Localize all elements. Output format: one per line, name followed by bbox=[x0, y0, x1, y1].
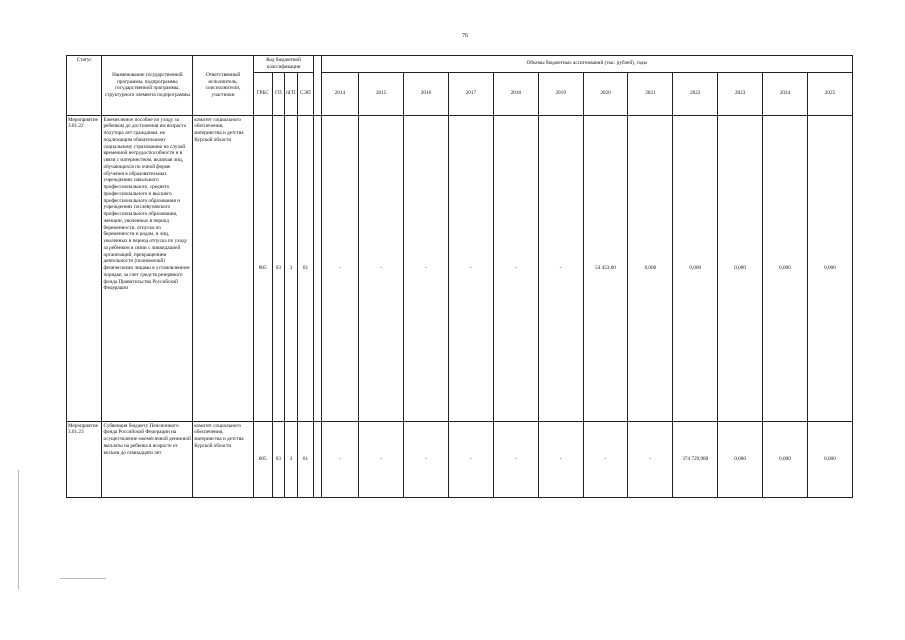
header-year: 2019 bbox=[538, 72, 583, 115]
row-value: - bbox=[404, 115, 449, 421]
header-code-col: СЭП bbox=[297, 72, 314, 115]
row-name: Ежемесячное пособие по уходу за ребенком до достижения им возраста полутора лет гражданам, не подлежащим обязательному социальному страхованию на случай временной нетрудоспособности и в связи с материнством, включая лиц, обучающихся по очной форме обучения в образовательных учреждениях начального профессионального, среднего профессионального и высшего профессионального образования и учреждениях послевузовского профессионального образования, женщин, уволенных в период беременности, отпуска по беременности и родам, и лиц, уволенных в период отпуска по уходу за ребенком в связи с ликвидацией организаций, прекращением деятельности (полномочий) физическими лицами в установленном порядке, за счет средств резервного фонда Правительства Российской Федерации bbox=[102, 115, 193, 421]
row-value: - bbox=[538, 115, 583, 421]
row-value: 54 453,60 bbox=[583, 115, 628, 421]
header-responsible: Ответственный исполнитель, соисполнители, участники bbox=[193, 56, 254, 116]
row-code: 03 bbox=[272, 115, 285, 421]
row-status: Мероприятие 3.01.23 bbox=[67, 421, 102, 497]
row-value: - bbox=[359, 421, 404, 497]
table-row bbox=[67, 115, 853, 421]
spacer-column bbox=[314, 56, 321, 116]
header-year: 2023 bbox=[718, 72, 763, 115]
row-value: - bbox=[448, 115, 493, 421]
row-value: - bbox=[583, 421, 628, 497]
row-code: 3 bbox=[285, 421, 298, 497]
header-code-col: ГП bbox=[272, 72, 285, 115]
header-year: 2021 bbox=[628, 72, 673, 115]
header-year: 2022 bbox=[673, 72, 718, 115]
row-value: 0,000 bbox=[718, 115, 763, 421]
table-row bbox=[67, 421, 853, 497]
spacer-cell bbox=[314, 115, 321, 421]
row-value: 374 729,900 bbox=[673, 421, 718, 497]
row-code: 03 bbox=[272, 421, 285, 497]
row-value: 0,000 bbox=[807, 115, 852, 421]
row-name: Субвенция бюджету Пенсионного фонда Российской Федерации на осуществление ежемесячной денежной выплаты на ребенка в возрасте от восьми до семнадцати лет bbox=[102, 421, 193, 497]
row-value: - bbox=[404, 421, 449, 497]
row-value: - bbox=[448, 421, 493, 497]
row-code: 01 bbox=[297, 421, 314, 497]
row-value: - bbox=[321, 115, 359, 421]
row-value: 0,000 bbox=[673, 115, 718, 421]
header-year: 2025 bbox=[807, 72, 852, 115]
row-value: 0,000 bbox=[718, 421, 763, 497]
row-value: 0,000 bbox=[807, 421, 852, 497]
scan-artifact bbox=[18, 470, 19, 590]
header-budget-code: Код бюджетной классификации bbox=[253, 56, 314, 73]
row-responsible: комитет социального обеспечения, материнства и детства Курской области bbox=[193, 421, 254, 497]
row-value: - bbox=[493, 115, 538, 421]
row-value: - bbox=[628, 421, 673, 497]
row-value: 0,000 bbox=[763, 421, 808, 497]
row-value: 0,000 bbox=[628, 115, 673, 421]
row-status: Мероприятие 3.01.22 bbox=[67, 115, 102, 421]
row-value: 0,000 bbox=[763, 115, 808, 421]
scan-artifact bbox=[60, 578, 106, 579]
header-year: 2017 bbox=[448, 72, 493, 115]
header-year: 2015 bbox=[359, 72, 404, 115]
row-code: 01 bbox=[297, 115, 314, 421]
row-value: - bbox=[538, 421, 583, 497]
row-code: 805 bbox=[253, 115, 272, 421]
row-value: - bbox=[321, 421, 359, 497]
header-year: 2016 bbox=[404, 72, 449, 115]
row-code: 3 bbox=[285, 115, 298, 421]
row-responsible: комитет социального обеспечения, материнства и детства Курской области bbox=[193, 115, 254, 421]
budget-table bbox=[66, 55, 853, 498]
header-year: 2018 bbox=[493, 72, 538, 115]
row-value: - bbox=[493, 421, 538, 497]
page-number: 76 bbox=[462, 33, 468, 39]
header-name: Наименование государственной программы, подпрограммы государственной программы, структурного элемента подпрограммы bbox=[102, 56, 193, 116]
header-year: 2014 bbox=[321, 72, 359, 115]
header-status: Статус bbox=[67, 56, 102, 116]
spacer-cell bbox=[314, 421, 321, 497]
header-year: 2024 bbox=[763, 72, 808, 115]
row-code: 805 bbox=[253, 421, 272, 497]
row-value: - bbox=[359, 115, 404, 421]
header-allocations: Объемы бюджетных ассигнований (тыс. рублей), годы bbox=[321, 56, 852, 73]
header-code-col: ГРБС bbox=[253, 72, 272, 115]
header-year: 2020 bbox=[583, 72, 628, 115]
header-code-col: пГП bbox=[285, 72, 298, 115]
